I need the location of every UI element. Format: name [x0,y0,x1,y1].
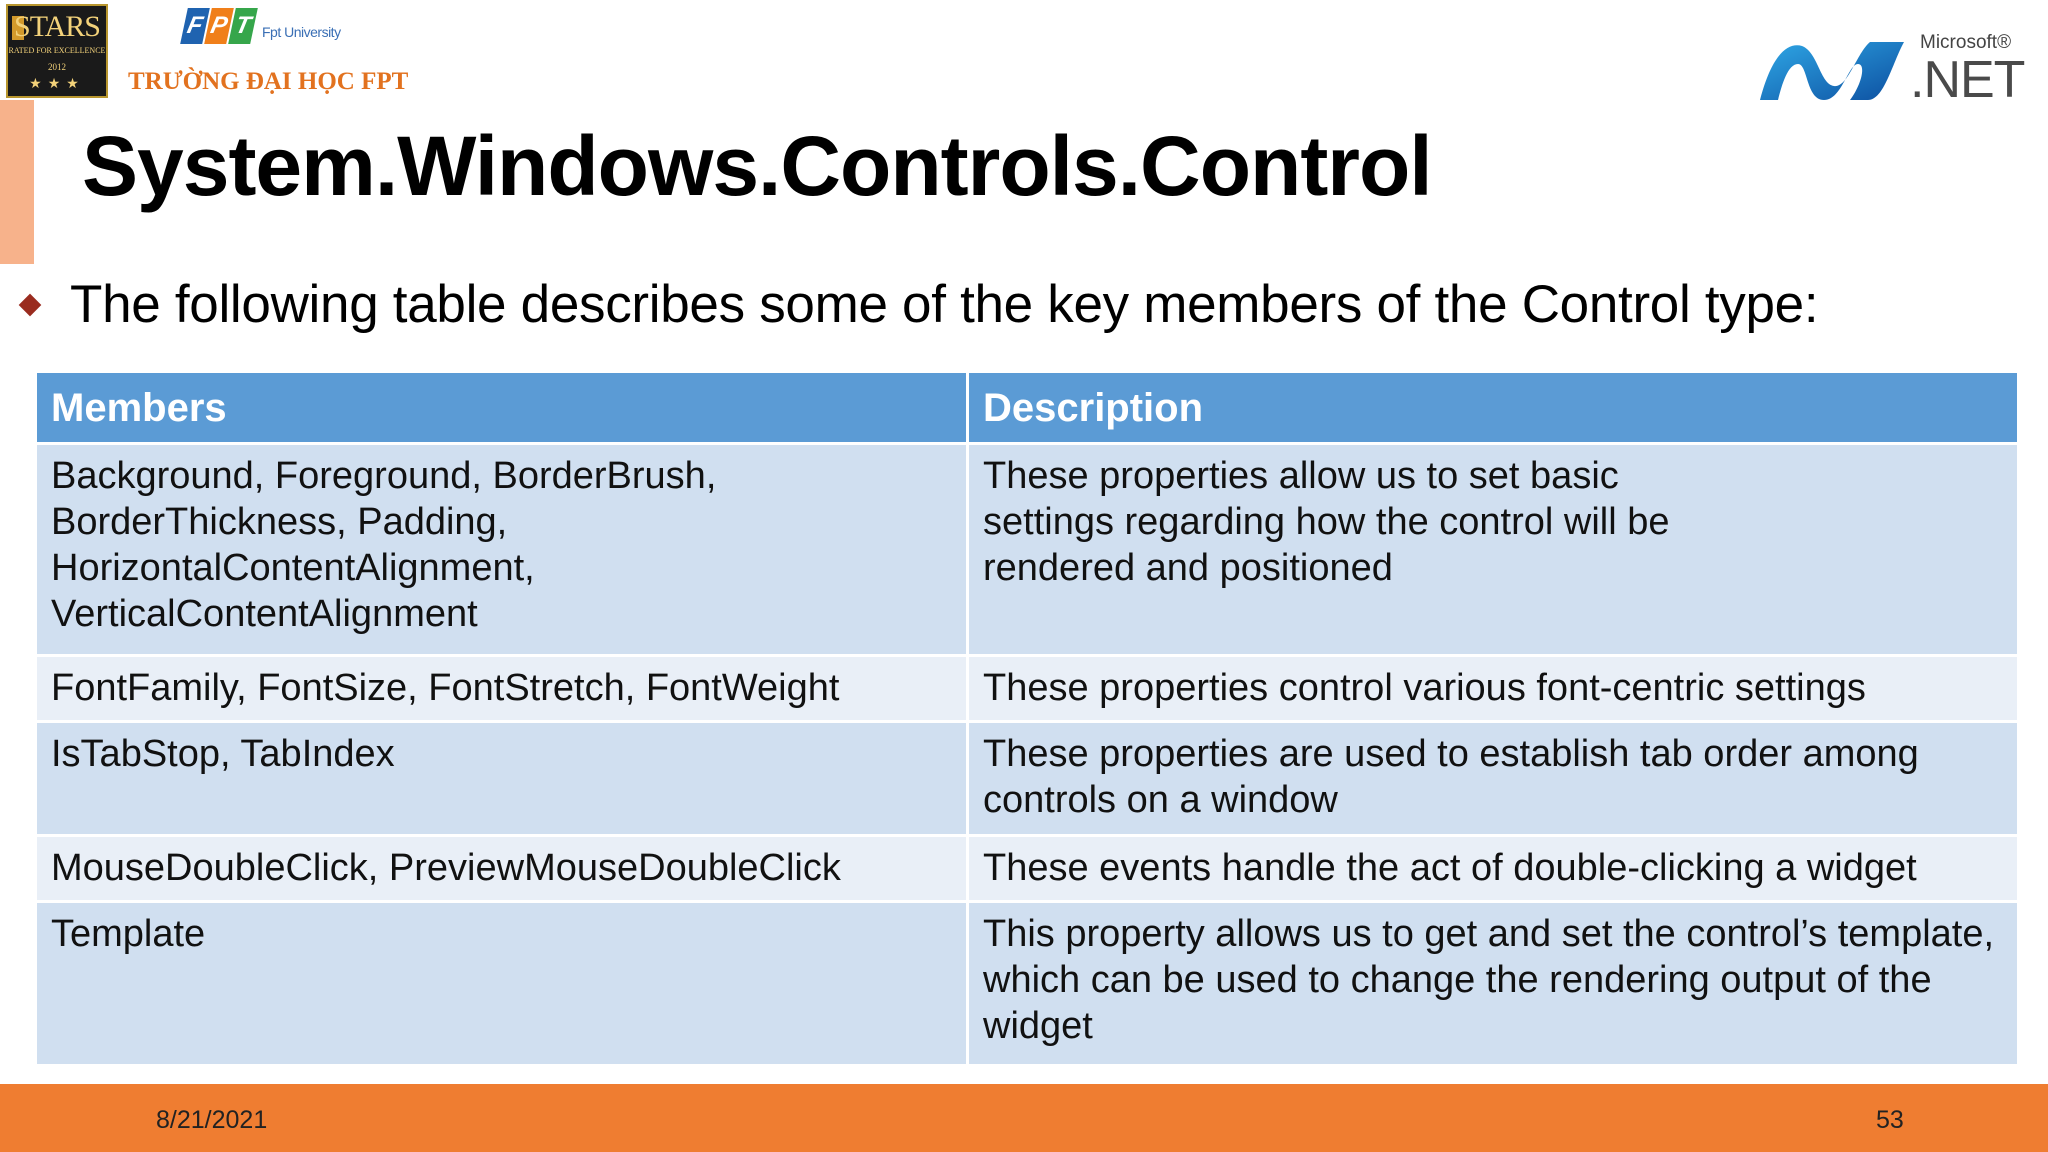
stars-logo-subtext: RATED FOR EXCELLENCE [8,46,106,55]
bullet-text: The following table describes some of the key members of the Control type: [70,275,1819,334]
members-text: Template [51,913,206,955]
description-cell [968,722,2019,836]
members-cell [36,722,968,836]
members-cell [36,836,968,902]
fpt-school-name: TRƯỜNG ĐẠI HỌC FPT [128,68,409,95]
members-cell [36,444,968,656]
table-row [36,902,2019,1066]
header-description: Description [968,372,2019,444]
members-cell [36,656,968,722]
stars-logo [6,4,108,98]
table-row [36,656,2019,722]
description-cell [968,444,2019,656]
members-text: FontFamily, FontSize, FontStretch, FontWeight [51,667,840,709]
fpt-letter-p: P [204,8,234,44]
diamond-bullet-icon [19,293,42,316]
dotnet-wave-icon [1758,34,1908,104]
fpt-letter-f: F [180,8,210,44]
fpt-university-label: Fpt University [262,24,341,40]
description-text: These events handle the act of double-clicking a widget [983,847,1917,889]
microsoft-label: Microsoft® [1920,32,2012,53]
description-cell [968,836,2019,902]
dotnet-label: .NET [1910,51,2025,109]
header-members: Members [36,372,968,444]
members-text: Background, Foreground, BorderBrush, BorderThickness, Padding, HorizontalContentAlignment, VerticalContentAlignment [51,455,717,635]
table-header-row [36,372,2019,444]
table-row [36,444,2019,656]
footer-date: 8/21/2021 [156,1106,268,1134]
fpt-letters [184,8,254,44]
description-cell [968,656,2019,722]
description-text: These properties are used to establish tab order among controls on a window [983,733,1919,821]
members-cell [36,902,968,1066]
stars-logo-year: 2012 [48,62,66,72]
members-table [34,370,2020,1067]
table-row [36,836,2019,902]
members-text: IsTabStop, TabIndex [51,733,395,775]
footer-bar [0,1084,2048,1152]
page-number: 53 [1876,1106,1904,1134]
members-text: MouseDoubleClick, PreviewMouseDoubleClick [51,847,841,889]
description-text: These properties control various font-centric settings [983,667,1866,709]
stars-logo-stars: ★★★ [29,75,85,91]
description-text: These properties allow us to set basic settings regarding how the control will be rendered and positioned [983,455,1670,589]
description-cell [968,902,2019,1066]
dotnet-logo [1758,28,2025,109]
side-accent-bar [0,100,34,264]
slide-title: System.Windows.Controls.Control [82,119,1432,213]
bullet-point [18,274,1818,335]
fpt-letter-t: T [228,8,258,44]
fpt-logo [128,6,409,102]
description-text: This property allows us to get and set the control’s template, which can be used to change the rendering output of the widget [983,913,1995,1047]
table-row [36,722,2019,836]
stars-logo-text: STARS [14,10,100,43]
